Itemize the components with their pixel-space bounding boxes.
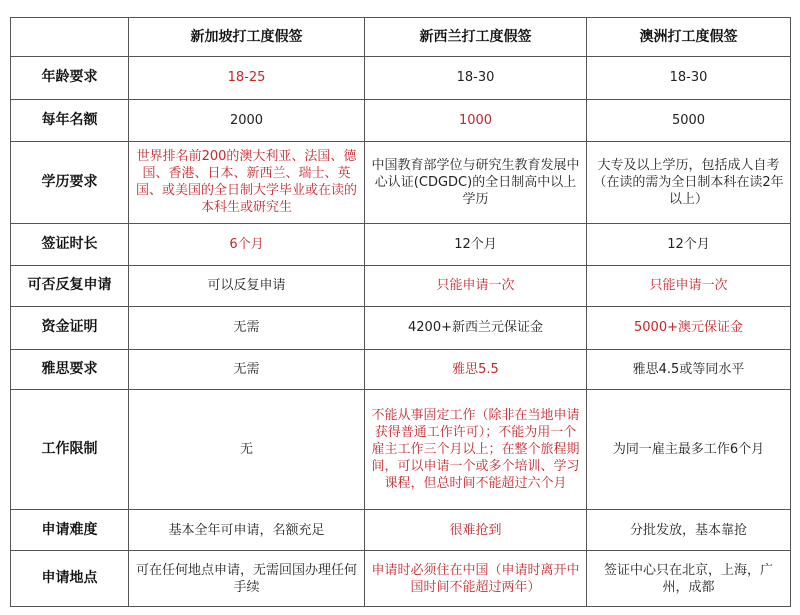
table-row-ielts [11,349,791,390]
cell-difficulty-singapore: 基本全年可申请，名额充足 [129,510,365,551]
cell-age-newzealand: 18-30 [365,57,587,100]
table-row-age [11,57,791,100]
cell-duration-newzealand: 12个月 [365,224,587,266]
row-header-difficulty: 申请难度 [11,510,129,551]
cell-quota-singapore: 2000 [129,99,365,141]
table-row-location [11,551,791,607]
cell-work-limit-newzealand: 不能从事固定工作（除非在当地申请获得普通工作许可）；不能为用一个雇主工作三个月以上；在整个旅程期间，可以申请一个或多个培训、学习课程，但总时间不能超过六个月 [365,390,587,510]
row-header-age: 年龄要求 [11,57,129,100]
cell-funds-singapore: 无需 [129,306,365,349]
cell-repeat-newzealand: 只能申请一次 [365,266,587,307]
corner-header [11,18,129,57]
cell-location-singapore: 可在任何地点申请，无需回国办理任何手续 [129,551,365,607]
cell-difficulty-newzealand: 很难抢到 [365,510,587,551]
cell-ielts-singapore: 无需 [129,349,365,390]
table-row-quota [11,99,791,141]
cell-work-limit-australia: 为同一雇主最多工作6个月 [587,390,791,510]
column-header-singapore: 新加坡打工度假签 [129,18,365,57]
cell-duration-singapore: 6个月 [129,224,365,266]
table-row-repeat [11,266,791,307]
column-header-australia: 澳洲打工度假签 [587,18,791,57]
cell-age-australia: 18-30 [587,57,791,100]
column-header-newzealand: 新西兰打工度假签 [365,18,587,57]
cell-work-limit-singapore: 无 [129,390,365,510]
cell-repeat-singapore: 可以反复申请 [129,266,365,307]
row-header-ielts: 雅思要求 [11,349,129,390]
cell-funds-newzealand: 4200+新西兰元保证金 [365,306,587,349]
table-row-work-limit [11,390,791,510]
row-header-location: 申请地点 [11,551,129,607]
cell-age-singapore: 18-25 [129,57,365,100]
cell-quota-newzealand: 1000 [365,99,587,141]
row-header-work-limit: 工作限制 [11,390,129,510]
cell-difficulty-australia: 分批发放，基本靠抢 [587,510,791,551]
cell-education-australia: 大专及以上学历，包括成人自考（在读的需为全日制本科在读2年以上） [587,141,791,224]
cell-repeat-australia: 只能申请一次 [587,266,791,307]
cell-quota-australia: 5000 [587,99,791,141]
cell-education-singapore: 世界排名前200的澳大利亚、法国、德国、香港、日本、新西兰、瑞士、英国、或美国的全日制大学毕业或在读的本科生或研究生 [129,141,365,224]
table-row-funds [11,306,791,349]
row-header-quota: 每年名额 [11,99,129,141]
cell-ielts-newzealand: 雅思5.5 [365,349,587,390]
table-row-duration [11,224,791,266]
cell-funds-australia: 5000+澳元保证金 [587,306,791,349]
cell-location-newzealand: 申请时必须住在中国（申请时离开中国时间不能超过两年） [365,551,587,607]
row-header-education: 学历要求 [11,141,129,224]
header-row [11,18,791,57]
table-row-difficulty [11,510,791,551]
cell-ielts-australia: 雅思4.5或等同水平 [587,349,791,390]
cell-location-australia: 签证中心只在北京，上海，广州，成都 [587,551,791,607]
table-row-education [11,141,791,224]
row-header-duration: 签证时长 [11,224,129,266]
cell-duration-australia: 12个月 [587,224,791,266]
visa-comparison-table [10,17,791,607]
row-header-funds: 资金证明 [11,306,129,349]
cell-education-newzealand: 中国教育部学位与研究生教育发展中心认证(CDGDC)的全日制高中以上学历 [365,141,587,224]
row-header-repeat: 可否反复申请 [11,266,129,307]
